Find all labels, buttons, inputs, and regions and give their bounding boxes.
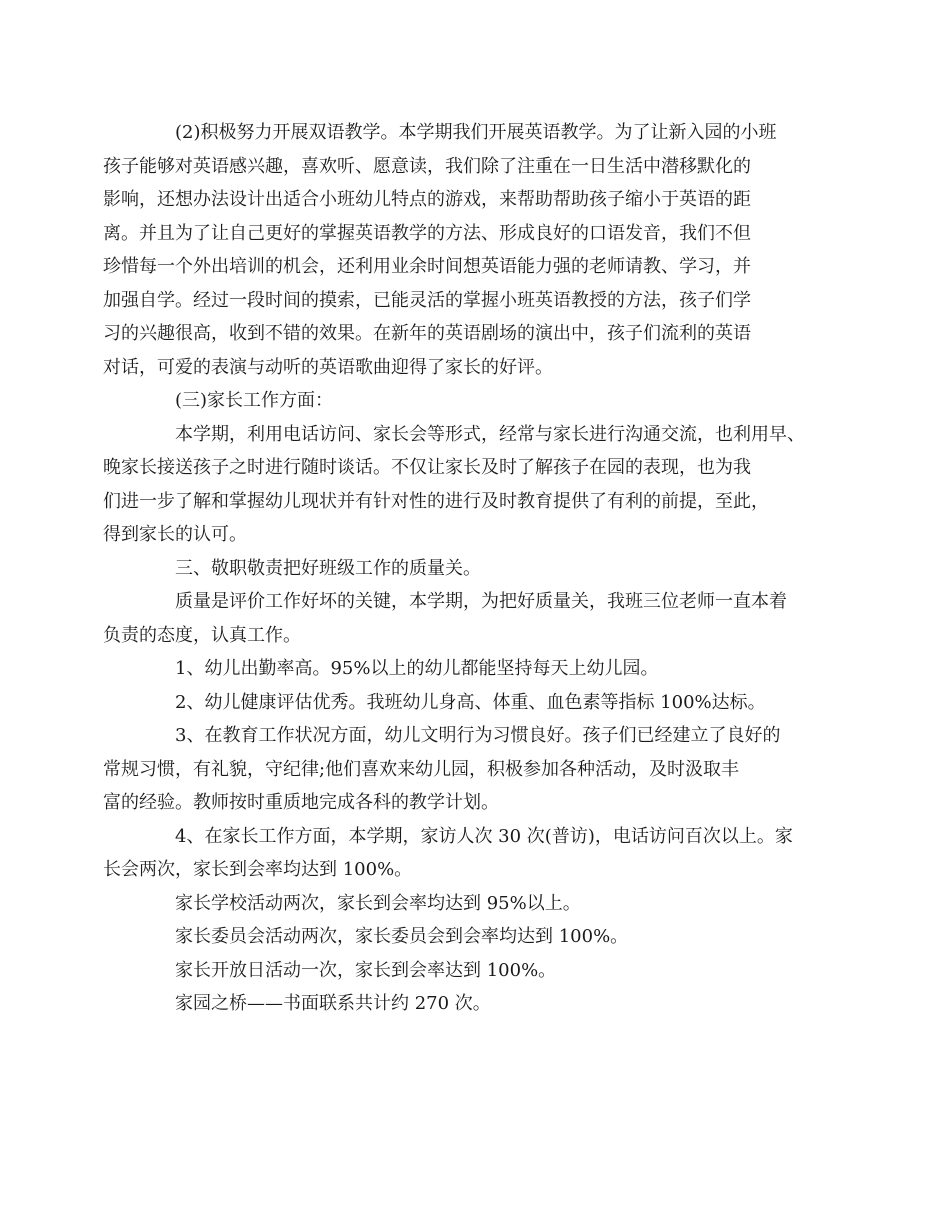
text-line: 负责的态度，认真工作。: [103, 624, 301, 646]
paragraph-parent-communication: [103, 418, 829, 552]
item-education: [103, 719, 829, 820]
text-line: (三)家长工作方面：: [175, 390, 334, 411]
text-line: 晚家长接送孩子之时进行随时谈话。不仅让家长及时了解孩子在园的表现，也为我: [103, 457, 751, 478]
item-parent-work: [103, 820, 829, 887]
paragraph-quality-intro: [103, 585, 829, 652]
text-line: 习的兴趣很高，收到不错的效果。在新年的英语剧场的演出中，孩子们流利的英语: [103, 323, 751, 344]
stat-home-school-bridge: [139, 987, 829, 1021]
text-line: 常规习惯，有礼貌，守纪律;他们喜欢来幼儿园，积极参加各种活动，及时汲取丰: [103, 758, 740, 780]
item-attendance: [139, 652, 829, 686]
heading-quality: [139, 552, 829, 586]
text-line: 加强自学。经过一段时间的摸索，已能灵活的掌握小班英语教授的方法，孩子们学: [103, 289, 751, 311]
item-health: [139, 686, 829, 720]
text-line: 对话，可爱的表演与动听的英语歌曲迎得了家长的好评。: [103, 356, 553, 378]
text-line: 本学期，利用电话访问、家长会等形式，经常与家长进行沟通交流，也利用早、: [175, 423, 805, 445]
stat-parent-school: [139, 887, 829, 921]
document-body: [103, 116, 829, 1021]
paragraph-bilingual-teaching: [103, 116, 829, 384]
text-line: 长会两次，家长到会率均达到 100%。: [103, 859, 413, 880]
text-line: 1、幼儿出勤率高。95%以上的幼儿都能坚持每天上幼儿园。: [175, 658, 659, 679]
stat-open-day: [139, 954, 829, 988]
text-line: 们进一步了解和掌握幼儿现状并有针对性的进行及时教育提供了有利的前提，至此，: [103, 490, 769, 512]
text-line: (2)积极努力开展双语教学。本学期我们开展英语教学。为了让新入园的小班: [175, 122, 777, 143]
text-line: 三、敬职敬责把好班级工作的质量关。: [175, 557, 481, 579]
text-line: 4、在家长工作方面，本学期，家访人次 30 次(普访)，电话访问百次以上。家: [175, 825, 793, 847]
heading-parent-work: [139, 384, 829, 418]
text-line: 家长委员会活动两次，家长委员会到会率均达到 100%。: [175, 926, 629, 947]
text-line: 质量是评价工作好坏的关键，本学期，为把好质量关，我班三位老师一直本着: [175, 591, 787, 612]
text-line: 离。并且为了让自己更好的掌握英语教学的方法、形成良好的口语发音，我们不但: [103, 222, 751, 244]
stat-parent-committee: [139, 920, 829, 954]
text-line: 珍惜每一个外出培训的机会，还利用业余时间想英语能力强的老师请教、学习，并: [103, 256, 751, 277]
text-line: 影响，还想办法设计出适合小班幼儿特点的游戏，来帮助帮助孩子缩小于英语的距: [103, 189, 751, 210]
text-line: 家长学校活动两次，家长到会率均达到 95%以上。: [175, 892, 581, 914]
text-line: 3、在教育工作状况方面，幼儿文明行为习惯良好。孩子们已经建立了良好的: [175, 725, 781, 746]
text-line: 家长开放日活动一次，家长到会率达到 100%。: [175, 959, 557, 981]
text-line: 富的经验。教师按时重质地完成各科的教学计划。: [103, 792, 499, 813]
text-line: 家园之桥——书面联系共计约 270 次。: [175, 993, 491, 1014]
text-line: 得到家长的认可。: [103, 524, 247, 545]
text-line: 2、幼儿健康评估优秀。我班幼儿身高、体重、血色素等指标 100%达标。: [175, 691, 766, 713]
text-line: 孩子能够对英语感兴趣，喜欢听、愿意读，我们除了注重在一日生活中潜移默化的: [103, 155, 751, 177]
